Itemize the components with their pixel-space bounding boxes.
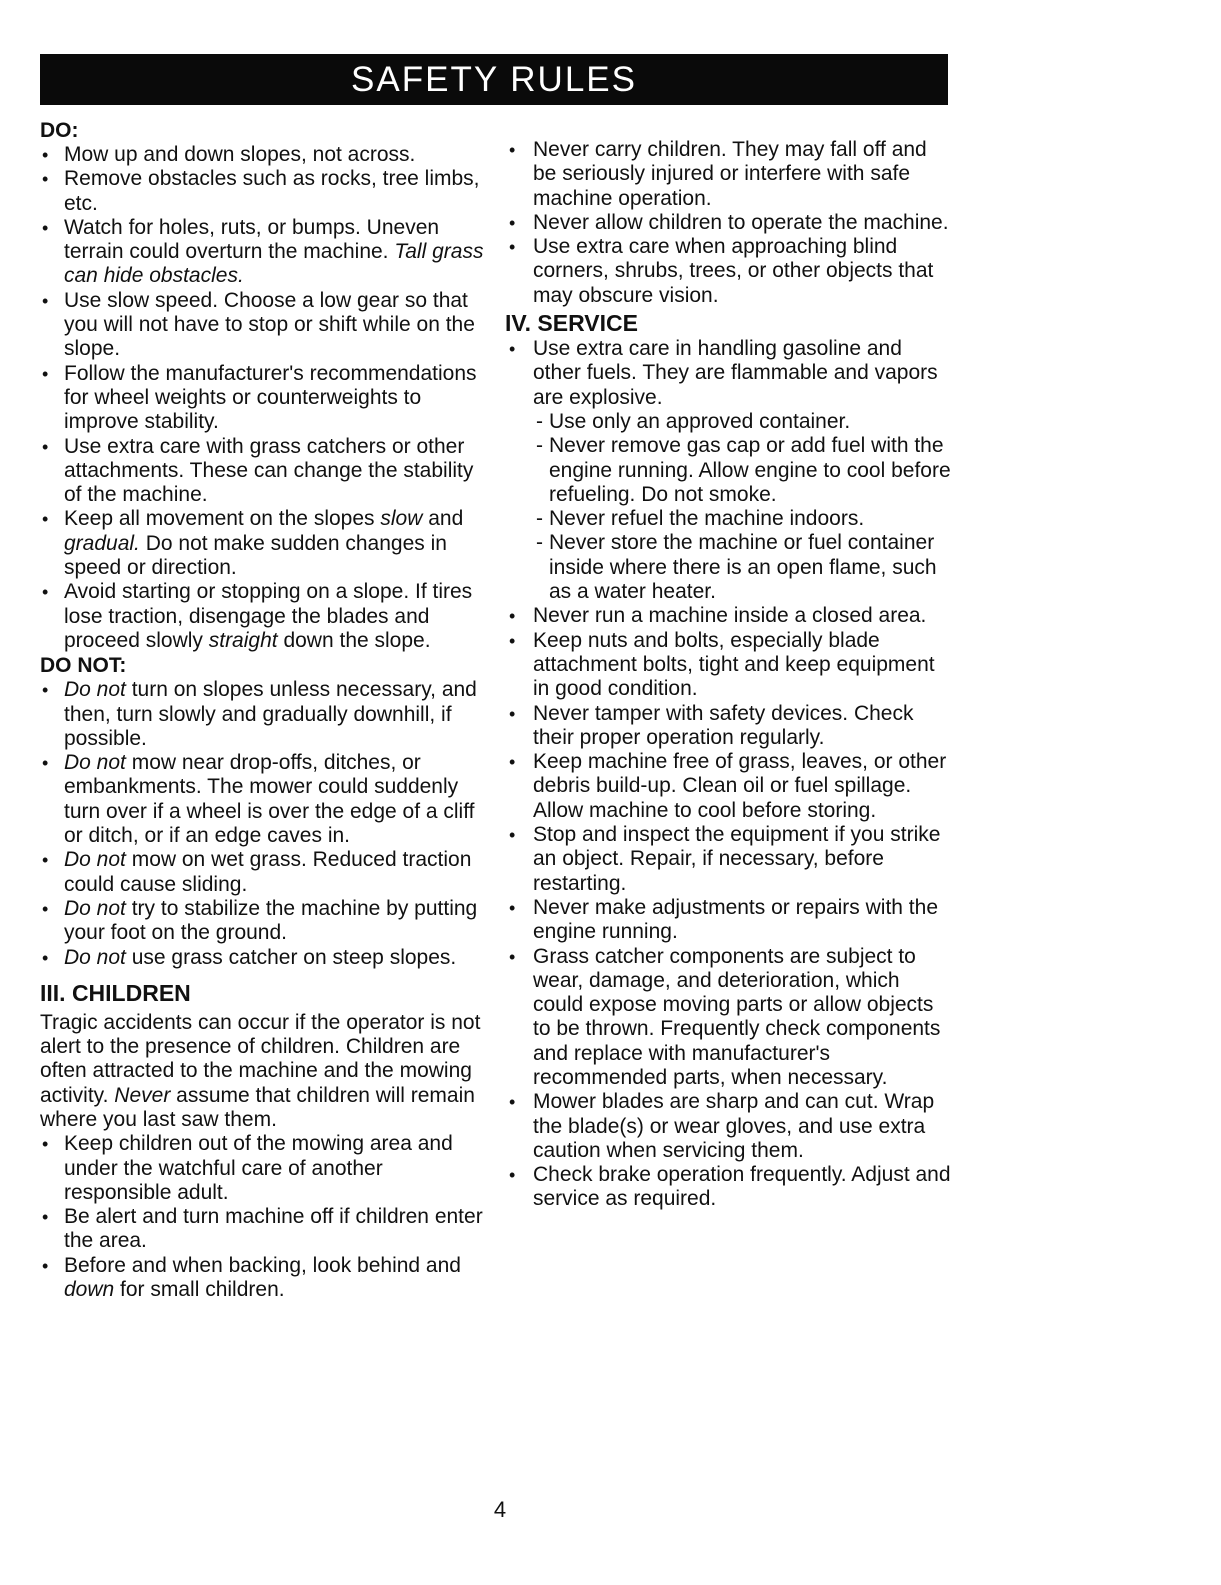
page-title: SAFETY RULES (40, 54, 948, 105)
sub-list-item: - Never refuel the machine indoors. (533, 507, 951, 531)
children-list (40, 1132, 485, 1302)
children-list-continued (505, 138, 951, 308)
children-intro: Tragic accidents can occur if the operator is not alert to the presence of children. Children are often attracted to the machine and the mowing activity. Never assume that children will remain where you last saw them. (40, 1010, 481, 1131)
list-item: • Never allow children to operate the machine. (505, 211, 951, 235)
list-item: • Keep machine free of grass, leaves, or other debris build-up. Clean oil or fuel spillage. Allow machine to cool before storing. (505, 750, 951, 823)
list-item: • Check brake operation frequently. Adjust and service as required. (505, 1163, 951, 1212)
sub-list-item: - Never store the machine or fuel container inside where there is an open flame, such as a water heater. (533, 531, 951, 604)
list-item: • Never tamper with safety devices. Check their proper operation regularly. (505, 702, 951, 751)
list-item: • Use extra care in handling gasoline and other fuels. They are flammable and vapors are explosive. - Use only an approved container. - Never remove gas cap or add fuel with the engine running. Allow engine to cool before refueling. Do not smoke. - Never refuel the machine indoors. - Never store the machine or fuel container inside where there is an open flame, such as a water heater. (505, 337, 951, 604)
list-item: • Stop and inspect the equipment if you strike an object. Repair, if necessary, before restarting. (505, 823, 951, 896)
list-item: • Before and when backing, look behind and down for small children. (40, 1254, 485, 1303)
list-item: • Do not turn on slopes unless necessary, and then, turn slowly and gradually downhill, if possible. (40, 678, 485, 751)
list-item: • Watch for holes, ruts, or bumps. Uneven terrain could overturn the machine. Tall grass can hide obstacles. (40, 216, 485, 289)
list-item: • Use extra care when approaching blind corners, shrubs, trees, or other objects that may obscure vision. (505, 235, 951, 308)
list-item: • Be alert and turn machine off if children enter the area. (40, 1205, 485, 1254)
do-list (40, 143, 485, 653)
list-item: • Never run a machine inside a closed area. (505, 604, 951, 628)
list-item: • Keep all movement on the slopes slow and gradual. Do not make sudden changes in speed or direction. (40, 507, 485, 580)
list-item: • Avoid starting or stopping on a slope. If tires lose traction, disengage the blades and proceed slowly straight down the slope. (40, 580, 485, 653)
list-item: • Keep children out of the mowing area and under the watchful care of another responsible adult. (40, 1132, 485, 1205)
left-column (40, 118, 485, 1302)
page-number: 4 (493, 1497, 507, 1522)
service-heading: IV. SERVICE (505, 310, 638, 337)
list-item: • Follow the manufacturer's recommendations for wheel weights or counterweights to improve stability. (40, 362, 485, 435)
service-list (505, 337, 951, 1212)
do-not-heading: DO NOT: (40, 654, 127, 678)
list-item: • Do not mow on wet grass. Reduced traction could cause sliding. (40, 848, 485, 897)
do-not-list (40, 678, 485, 970)
list-item: • Never make adjustments or repairs with the engine running. (505, 896, 951, 945)
sub-list-item: - Never remove gas cap or add fuel with the engine running. Allow engine to cool before refueling. Do not smoke. (533, 434, 951, 507)
list-item: • Use extra care with grass catchers or other attachments. These can change the stability of the machine. (40, 435, 485, 508)
list-item: • Never carry children. They may fall off and be seriously injured or interfere with safe machine operation. (505, 138, 951, 211)
list-item: • Grass catcher components are subject to wear, damage, and deterioration, which could expose moving parts or allow objects to be thrown. Frequently check components and replace with manufacturer's recommended parts, when necessary. (505, 945, 951, 1091)
children-heading: III. CHILDREN (40, 979, 191, 1006)
right-column (505, 138, 951, 1212)
list-item: • Do not try to stabilize the machine by putting your foot on the ground. (40, 897, 485, 946)
list-item: • Keep nuts and bolts, especially blade attachment bolts, tight and keep equipment in good condition. (505, 629, 951, 702)
list-item: • Remove obstacles such as rocks, tree limbs, etc. (40, 167, 485, 216)
list-item: • Mower blades are sharp and can cut. Wrap the blade(s) or wear gloves, and use extra caution when servicing them. (505, 1090, 951, 1163)
sub-list-item: - Use only an approved container. (533, 410, 951, 434)
list-item: • Do not mow near drop-offs, ditches, or embankments. The mower could suddenly turn over if a wheel is over the edge of a cliff or ditch, or if an edge caves in. (40, 751, 485, 848)
list-item: • Mow up and down slopes, not across. (40, 143, 485, 167)
list-item: • Do not use grass catcher on steep slopes. (40, 946, 485, 970)
do-heading: DO: (40, 119, 79, 142)
list-item: • Use slow speed. Choose a low gear so that you will not have to stop or shift while on the slope. (40, 289, 485, 362)
fuel-sublist (533, 410, 951, 604)
